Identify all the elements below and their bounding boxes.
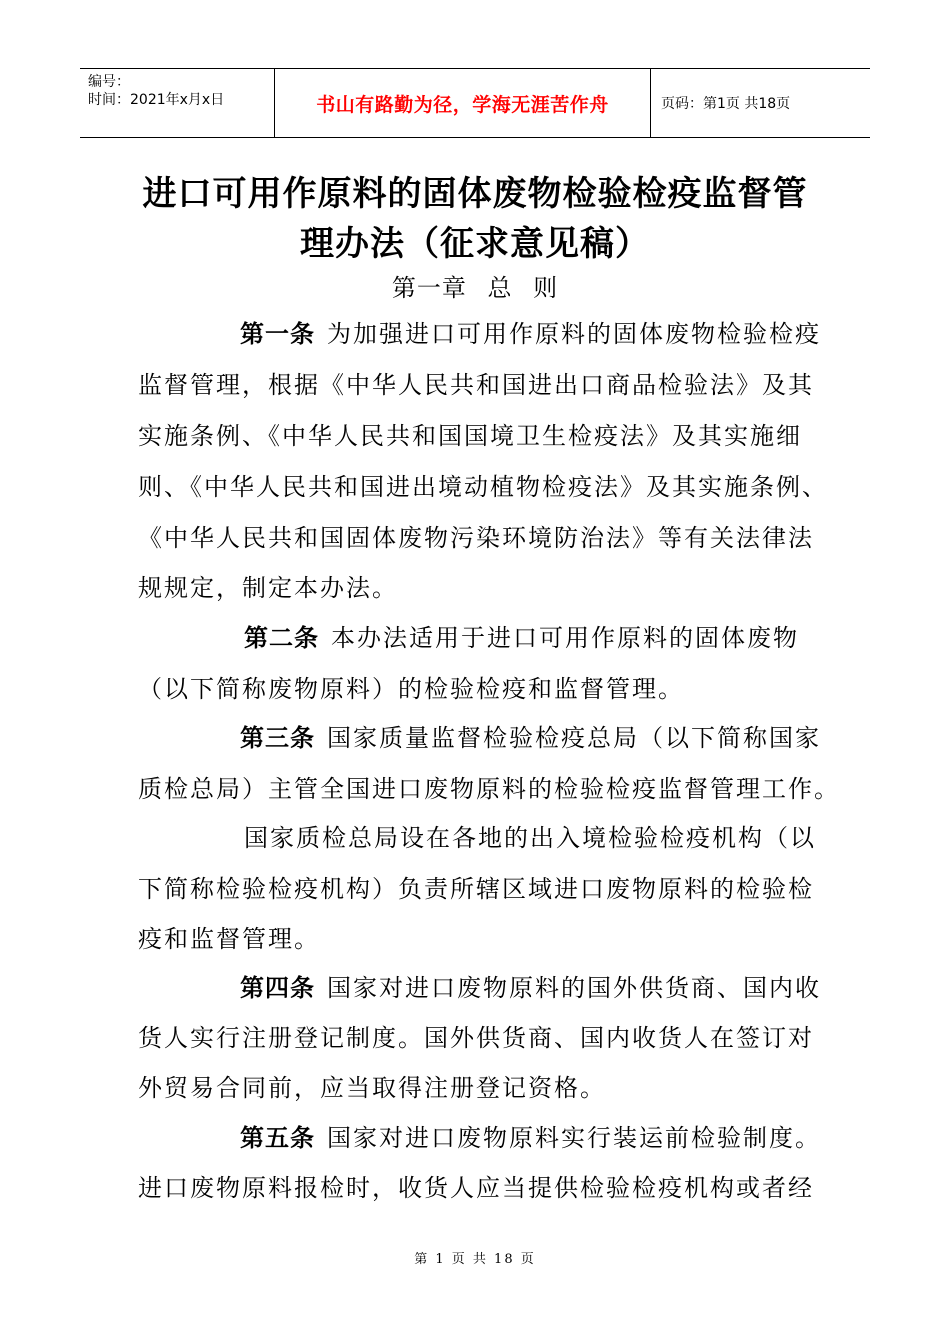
- article-4-line3: 外贸易合同前，应当取得注册登记资格。: [138, 1074, 606, 1102]
- article-3-label: 第三条: [240, 724, 315, 752]
- article-2-label: 第二条: [244, 624, 319, 652]
- article-5-label: 第五条: [240, 1124, 315, 1152]
- article-2-line2: （以下简称废物原料）的检验检疫和监督管理。: [138, 675, 684, 703]
- article-2-text: 本办法适用于进口可用作原料的固体废物: [331, 624, 799, 652]
- article-4-line1: [240, 972, 920, 1004]
- article-1-label: 第一条: [240, 320, 315, 348]
- article-1-text: 为加强进口可用作原料的固体废物检验检疫: [327, 320, 821, 348]
- article-3-para2-line3: 疫和监督管理。: [138, 925, 320, 953]
- chapter-name-part1: 总: [487, 274, 513, 302]
- article-1-line4: 则、《中华人民共和国进出境动植物检疫法》及其实施条例、: [138, 473, 828, 501]
- document-header: [80, 68, 870, 138]
- header-meta: [80, 69, 275, 137]
- article-2-line1: [244, 622, 924, 654]
- article-1-line1: [240, 318, 920, 350]
- header-motto: 书山有路勤为径，学海无涯苦作舟: [275, 69, 651, 137]
- document-title-line2: 理办法（征求意见稿）: [300, 224, 650, 264]
- article-3-text: 国家质量监督检验检疫总局（以下简称国家: [327, 724, 821, 752]
- article-1-line3: 实施条例、《中华人民共和国国境卫生检疫法》及其实施细: [138, 422, 802, 450]
- article-4-label: 第四条: [240, 974, 315, 1002]
- article-3-line2: 质检总局）主管全国进口废物原料的检验检疫监督管理工作。: [138, 775, 840, 803]
- header-page-info: 页码：第1页 共18页: [661, 96, 791, 112]
- chapter-number: 第一章: [391, 274, 467, 302]
- article-1-line5: 《中华人民共和国固体废物污染环境防治法》等有关法律法: [138, 524, 814, 552]
- document-title-line1: 进口可用作原料的固体废物检验检疫监督管: [142, 174, 808, 214]
- article-3-para2-line1: 国家质检总局设在各地的出入境检验检疫机构（以: [244, 824, 816, 852]
- article-5-line2: 进口废物原料报检时，收货人应当提供检验检疫机构或者经: [138, 1174, 814, 1202]
- article-5-line1: [240, 1122, 920, 1154]
- document-time-label: 时间：2021年x月x日: [88, 92, 225, 108]
- article-3-line1: [240, 722, 920, 754]
- article-3-para2-line2: 下简称检验检疫机构）负责所辖区域进口废物原料的检验检: [138, 875, 814, 903]
- article-1-line6: 规规定，制定本办法。: [138, 574, 398, 602]
- chapter-name-part2: 则: [533, 274, 559, 302]
- article-4-text: 国家对进口废物原料的国外供货商、国内收: [327, 974, 821, 1002]
- article-4-line2: 货人实行注册登记制度。国外供货商、国内收货人在签订对: [138, 1024, 814, 1052]
- document-number-label: 编号：: [88, 74, 130, 90]
- article-5-text: 国家对进口废物原料实行装运前检验制度。: [327, 1124, 821, 1152]
- page-footer: 第 1 页 共 18 页: [414, 1252, 536, 1267]
- article-1-line2: 监督管理，根据《中华人民共和国进出口商品检验法》及其: [138, 371, 814, 399]
- chapter-heading: [80, 268, 870, 303]
